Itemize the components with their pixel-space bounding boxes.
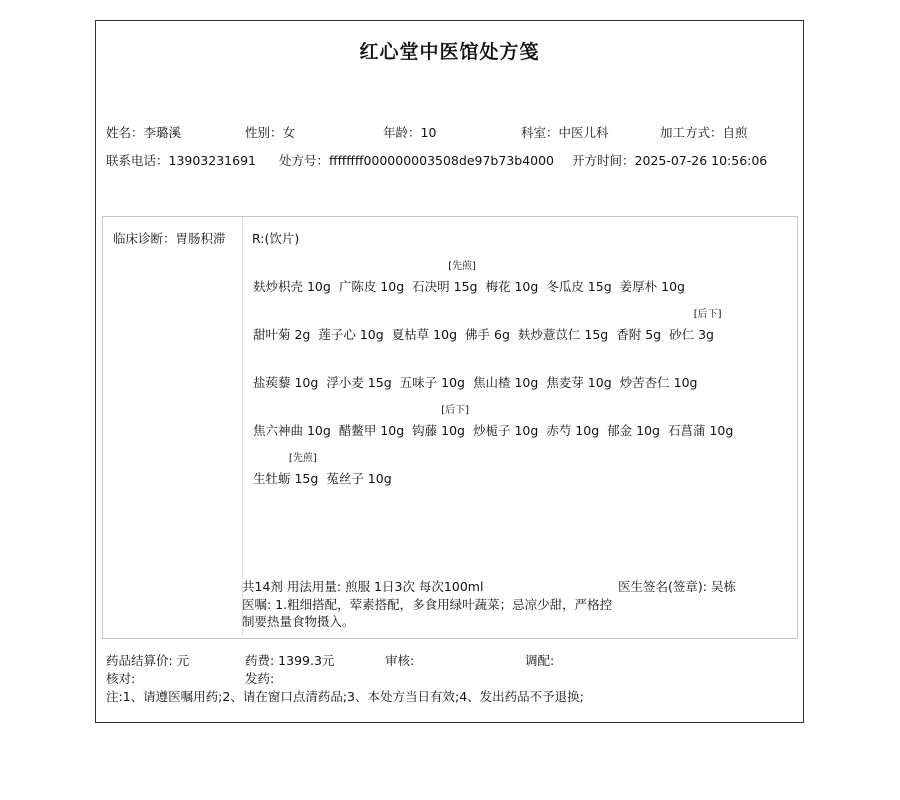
herb-note: [先煎]	[288, 453, 317, 464]
review-label: 审核:	[385, 653, 415, 668]
herb-item: 浮小麦 15g	[326, 375, 392, 390]
prescription-sheet	[95, 20, 804, 723]
herb-note: [后下]	[441, 405, 470, 416]
herb-item: 五味子 10g	[399, 375, 465, 390]
herb-item: 菟丝子 10g	[326, 471, 392, 486]
herb-item: 钩藤 10g	[412, 423, 465, 438]
herb-item: 盐蒺藜 10g	[253, 375, 319, 390]
doctor-signature: 医生签名(签章): 吴栋	[618, 579, 736, 594]
clinical-diagnosis: 临床诊断：胃肠积滞	[113, 231, 226, 246]
herb-item: 生牡蛎 15g	[253, 471, 319, 486]
issue-label: 发药:	[245, 671, 275, 686]
page-title: 红心堂中医馆处方笺	[359, 41, 540, 63]
doctor-advice: 医嘱: 1.粗细搭配，荤素搭配，多食用绿叶蔬菜；忌凉少甜，严格控制要热量食物摄入。	[242, 597, 613, 629]
prescription-number: 处方号：ffffffff000000003508de97b73b4000	[279, 153, 555, 168]
herb-item: 冬瓜皮 15g	[546, 279, 612, 294]
herb-item: 佛手 6g	[465, 327, 510, 342]
check-label: 核对:	[106, 671, 136, 686]
herb-item: 麸炒枳壳 10g	[253, 279, 331, 294]
herb-item: 石菖蒲 10g	[667, 423, 734, 438]
prescription-body	[102, 216, 798, 639]
herb-item: 甜叶菊 2g	[253, 327, 311, 342]
herb-item: 麸炒薏苡仁 15g	[517, 327, 609, 342]
herb-note: [先煎]	[448, 261, 476, 272]
herb-item: 郁金 10g	[607, 423, 660, 438]
notice-text: 注:1、请遵医嘱用药;2、请在窗口点清药品;3、本处方当日有效;4、发出药品不予退换;	[106, 689, 584, 704]
drug-settlement-price: 药品结算价: 元	[106, 653, 190, 668]
herb-item: 焦六神曲 10g	[253, 423, 331, 438]
patient-name: 姓名：李璐溪	[106, 125, 182, 140]
herb-item: 赤芍 10g	[546, 423, 600, 438]
department: 科室：中医儿科	[521, 125, 609, 140]
herb-item: 梅花 10g	[485, 279, 539, 294]
herb-note: [后下]	[693, 309, 722, 320]
processing-method: 加工方式：自煎	[660, 125, 748, 140]
herb-item: 石决明 15g	[412, 279, 478, 294]
herb-item: 焦麦芽 10g	[546, 375, 612, 390]
herb-item: 砂仁 3g	[669, 327, 714, 342]
herb-item: 炒苦杏仁 10g	[619, 375, 698, 390]
herb-item: 莲子心 10g	[318, 327, 384, 342]
rx-heading: R:(饮片)	[252, 231, 300, 246]
herb-item: 姜厚朴 10g	[619, 279, 685, 294]
prescription-time: 开方时间：2025-07-26 10:56:06	[572, 153, 768, 168]
patient-phone: 联系电话：13903231691	[106, 153, 256, 168]
herb-item: 醋鳖甲 10g	[338, 423, 405, 438]
herb-item: 焦山楂 10g	[472, 375, 539, 390]
herb-item: 广陈皮 10g	[338, 279, 405, 294]
herb-item: 炒栀子 10g	[472, 423, 539, 438]
herb-item: 香附 5g	[616, 327, 662, 342]
dispense-label: 调配:	[525, 653, 555, 668]
patient-age: 年龄：10	[383, 125, 437, 140]
drug-fee: 药费: 1399.3元	[245, 653, 335, 668]
patient-gender: 性别：女	[245, 125, 296, 140]
usage-dosage: 共14剂 用法用量: 煎服 1日3次 每次100ml	[242, 579, 484, 594]
herb-item: 夏枯草 10g	[391, 327, 458, 342]
column-divider	[242, 217, 243, 638]
